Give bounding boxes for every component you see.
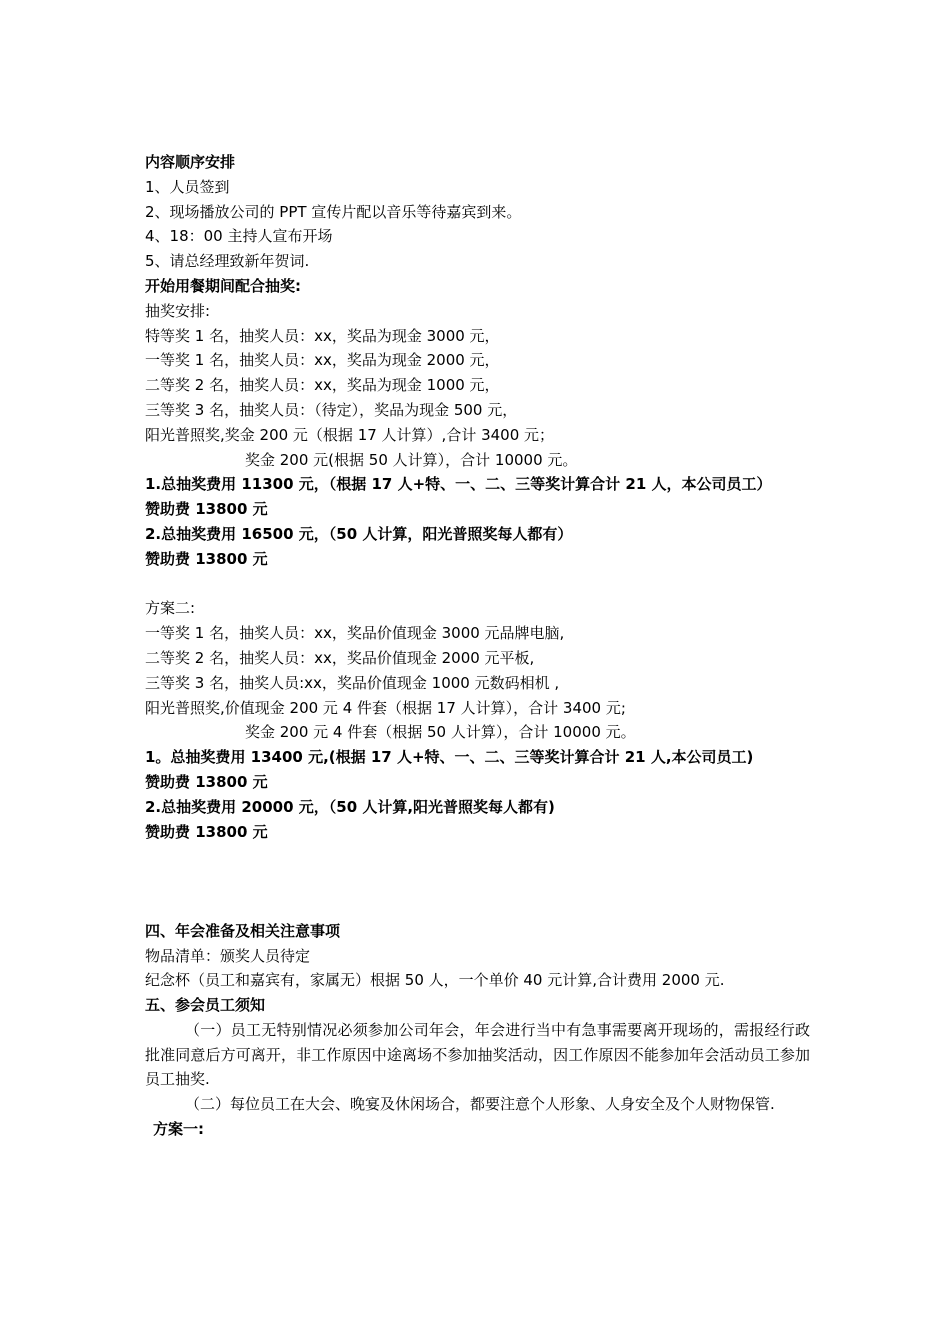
plan2-prize-sunshine: 阳光普照奖,价值现金 200 元 4 件套（根据 17 人计算），合计 3400 元; xyxy=(145,698,626,717)
plan1-sunshine-50: 奖金 200 元(根据 50 人计算），合计 10000 元。 xyxy=(245,450,578,469)
plan1-prize-sunshine: 阳光普照奖,奖金 200 元（根据 17 人计算）,合计 3400 元； xyxy=(145,425,555,444)
notice-paragraph-2: （二）每位员工在大会、晚宴及休闲场合，都要注意个人形象、人身安全及个人财物保管. xyxy=(185,1095,775,1114)
plan1-prize-special: 特等奖 1 名，抽奖人员：xx，奖品为现金 3000 元， xyxy=(145,326,500,345)
plan1-prize-third: 三等奖 3 名，抽奖人员：（待定），奖品为现金 500 元， xyxy=(145,400,518,419)
order-item-5: 5、请总经理致新年贺词. xyxy=(145,252,310,271)
order-item-1: 1、人员签到 xyxy=(145,177,230,196)
lottery-arrangement: 抽奖安排: xyxy=(145,301,211,320)
plan2-total-2: 2.总抽奖费用 20000 元，（50 人计算,阳光普照奖每人都有) xyxy=(145,797,555,816)
notice-heading: 五、参会员工须知 xyxy=(145,996,266,1015)
plan2-heading: 方案二: xyxy=(145,599,196,618)
plan1-sponsor-1: 赞助费 13800 元 xyxy=(145,500,268,519)
order-item-2: 2、现场播放公司的 PPT 宣传片配以音乐等待嘉宾到来。 xyxy=(145,202,522,221)
document-page xyxy=(145,150,810,1142)
plan2-sponsor-1: 赞助费 13800 元 xyxy=(145,772,268,791)
spacer-large xyxy=(145,844,810,918)
plan2-prize-second: 二等奖 2 名，抽奖人员：xx，奖品价值现金 2000 元平板, xyxy=(145,648,535,667)
notice-paragraph-1: （一）员工无特别情况必须参加公司年会，年会进行当中有急事需要离开现场的，需报经行政批准同意后方可离开，非工作原因中途离场不参加抽奖活动，因工作原因不能参加年会活动员工参加员工抽奖. xyxy=(145,1020,810,1089)
plan2-sunshine-50: 奖金 200 元 4 件套（根据 50 人计算），合计 10000 元。 xyxy=(245,723,636,742)
plan1-prize-first: 一等奖 1 名，抽奖人员：xx，奖品为现金 2000 元， xyxy=(145,351,500,370)
lottery-heading: 开始用餐期间配合抽奖: xyxy=(145,276,301,295)
plan1-sponsor-2: 赞助费 13800 元 xyxy=(145,549,268,568)
prep-heading: 四、年会准备及相关注意事项 xyxy=(145,921,341,940)
items-list: 物品清单：颁奖人员待定 xyxy=(145,946,311,965)
plan1-heading: 方案一: xyxy=(153,1120,204,1139)
order-item-4: 4、18：00 主持人宣布开场 xyxy=(145,227,333,246)
plan1-total-2: 2.总抽奖费用 16500 元，（50 人计算，阳光普照奖每人都有） xyxy=(145,524,573,543)
order-heading: 内容顺序安排 xyxy=(145,153,236,171)
spacer xyxy=(145,572,810,597)
plan2-sponsor-2: 赞助费 13800 元 xyxy=(145,822,268,841)
plan2-prize-first: 一等奖 1 名，抽奖人员：xx，奖品价值现金 3000 元品牌电脑, xyxy=(145,624,565,643)
plan1-total-1: 1.总抽奖费用 11300 元，（根据 17 人+特、一、二、三等奖计算合计 21 人，本公司员工） xyxy=(145,475,772,494)
plan2-total-1: 1。总抽奖费用 13400 元,(根据 17 人+特、一、二、三等奖计算合计 21 人,本公司员工) xyxy=(145,748,754,767)
plan1-prize-second: 二等奖 2 名，抽奖人员：xx，奖品为现金 1000 元， xyxy=(145,376,500,395)
commemorative-cups: 纪念杯（员工和嘉宾有，家属无）根据 50 人，一个单价 40 元计算,合计费用 2000 元. xyxy=(145,971,725,990)
plan2-prize-third: 三等奖 3 名，抽奖人员:xx，奖品价值现金 1000 元数码相机 , xyxy=(145,673,560,692)
